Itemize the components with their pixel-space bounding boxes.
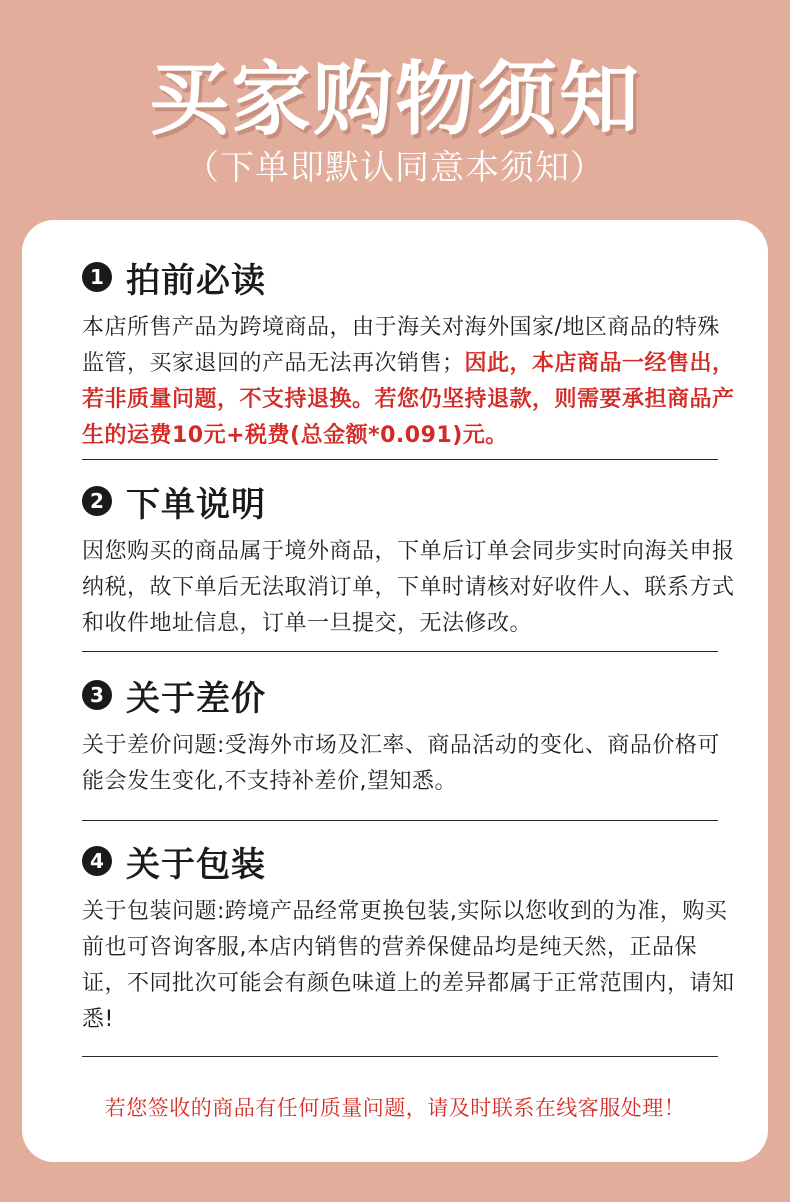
- section-price-difference: [82, 672, 738, 800]
- section-order-instructions: [82, 478, 738, 642]
- notice-card: [22, 220, 768, 1162]
- section-title: 关于差价: [126, 678, 266, 719]
- section-body-warning: 因此，本店商品一经售出，若非质量问题，不支持退换。若您仍坚持退款，则需要承担商品产生的运费10元+税费(总金额*0.091)元。: [82, 351, 735, 448]
- section-title: 关于包装: [126, 844, 266, 885]
- number-4-icon: 4: [82, 846, 112, 876]
- section-body-normal: 本店所售产品为跨境商品，由于海关对海外国家/地区商品的特殊监管，买家退回的产品无法再次销售；: [82, 315, 720, 376]
- section-body: [82, 310, 738, 454]
- number-3-icon: 3: [82, 680, 112, 710]
- section-heading: [82, 672, 738, 718]
- section-body: 关于差价问题:受海外市场及汇率、商品活动的变化、商品价格可能会发生变化,不支持补差价,望知悉。: [82, 733, 720, 794]
- divider: [82, 459, 718, 460]
- page-subtitle: （下单即默认同意本须知）: [185, 148, 605, 188]
- number-2-icon: 2: [82, 486, 112, 516]
- footer-note: 若您签收的商品有任何质量问题，请及时联系在线客服处理！: [104, 1096, 686, 1120]
- divider: [82, 820, 718, 821]
- section-heading: [82, 838, 738, 884]
- number-1-icon: 1: [82, 262, 112, 292]
- section-body: 因您购买的商品属于境外商品，下单后订单会同步实时向海关申报纳税，故下单后无法取消订单，下单时请核对好收件人、联系方式和收件地址信息，订单一旦提交，无法修改。: [82, 539, 735, 636]
- page-title: 买家购物须知: [149, 53, 641, 146]
- section-body: 关于包装问题:跨境产品经常更换包装,实际以您收到的为准，购买前也可咨询客服,本店内销售的营养保健品均是纯天然，正品保证，不同批次可能会有颜色味道上的差异都属于正常范围内，请知悉!: [82, 899, 735, 1032]
- section-before-purchase: [82, 254, 738, 454]
- section-heading: [82, 254, 738, 300]
- divider: [82, 1056, 718, 1057]
- section-title: 拍前必读: [126, 260, 266, 301]
- section-packaging: [82, 838, 738, 1038]
- divider: [82, 651, 718, 652]
- section-title: 下单说明: [126, 484, 266, 525]
- section-heading: [82, 478, 738, 524]
